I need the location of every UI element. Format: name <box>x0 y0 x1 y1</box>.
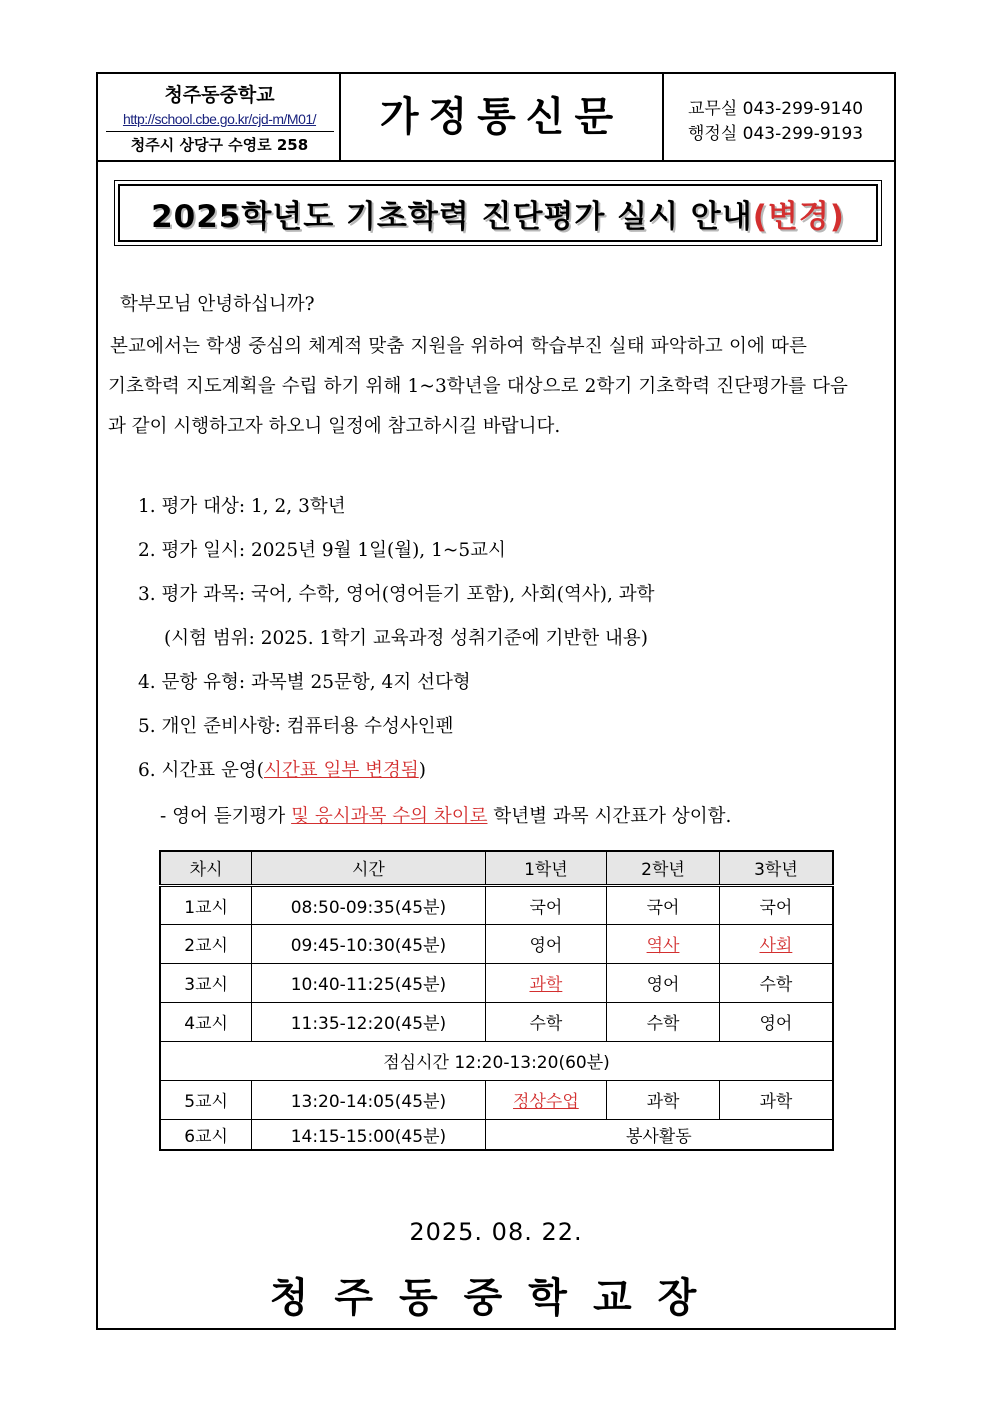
subject-cell: 수학 <box>607 1002 720 1041</box>
header-cell: 3학년 <box>719 851 833 885</box>
item-question-type: 4. 문항 유형: 과목별 25문항, 4지 선다형 <box>138 672 471 693</box>
divider <box>106 131 334 132</box>
contact-office1: 교무실 043-299-9140 <box>688 99 864 119</box>
contact-office2: 행정실 043-299-9193 <box>688 124 864 144</box>
subject-cell: 영어 <box>485 924 607 963</box>
subject-cell: 수학 <box>485 1002 607 1041</box>
subject-cell-changed: 정상수업 <box>485 1080 607 1119</box>
subject-cell: 국어 <box>485 885 607 924</box>
period-cell: 2교시 <box>160 924 252 963</box>
period-cell: 6교시 <box>160 1119 252 1150</box>
timetable-suffix: ) <box>418 760 426 781</box>
header-cell: 2학년 <box>607 851 720 885</box>
item-subjects: 3. 평가 과목: 국어, 수학, 영어(영어듣기 포함), 사회(역사), 과학 <box>138 584 655 605</box>
notice-title-main: 2025학년도 기초학력 진단평가 실시 안내 <box>151 198 753 235</box>
subject-cell: 영어 <box>719 1002 833 1041</box>
subject-cell: 과학 <box>719 1080 833 1119</box>
intro-line-3: 과 같이 시행하고자 하오니 일정에 참고하시길 바랍니다. <box>108 416 561 437</box>
table-header-row <box>160 851 833 885</box>
subject-cell-changed: 과학 <box>485 963 607 1002</box>
issue-date: 2025. 08. 22. <box>409 1218 583 1246</box>
period-cell: 1교시 <box>160 885 252 924</box>
greeting: 학부모님 안녕하십니까? <box>120 294 315 315</box>
subject-cell: 과학 <box>607 1080 720 1119</box>
item-preparation: 5. 개인 준비사항: 컴퓨터용 수성사인펜 <box>138 716 454 737</box>
subject-cell-changed: 사회 <box>719 924 833 963</box>
time-cell: 14:15-15:00(45분) <box>252 1119 485 1150</box>
school-url-link[interactable]: http://school.cbe.go.kr/cjd-m/M01/ <box>122 111 317 127</box>
school-name: 청주동중학교 <box>164 84 275 106</box>
notice-title-box <box>114 180 882 246</box>
item-timetable <box>138 756 426 782</box>
note-highlight: 및 응시과목 수의 차이로 <box>291 806 488 827</box>
time-cell: 10:40-11:25(45분) <box>252 963 485 1002</box>
lunch-cell: 점심시간 12:20-13:20(60분) <box>160 1041 833 1080</box>
table-row <box>160 963 833 1002</box>
schedule-table <box>159 850 834 1151</box>
school-address: 청주시 상당구 수영로 258 <box>130 136 309 154</box>
period-cell: 5교시 <box>160 1080 252 1119</box>
header-cell: 1학년 <box>485 851 607 885</box>
timetable-changed: 시간표 일부 변경됨 <box>264 760 419 781</box>
time-cell: 08:50-09:35(45분) <box>252 885 485 924</box>
table-row <box>160 885 833 924</box>
subject-cell: 영어 <box>607 963 720 1002</box>
item-scope: (시험 범위: 2025. 1학기 교육과정 성취기준에 기반한 내용) <box>164 628 648 649</box>
newsletter-title: 가정통신문 <box>341 74 664 160</box>
note-prefix: - 영어 듣기평가 <box>160 806 292 827</box>
subject-cell: 국어 <box>719 885 833 924</box>
activity-cell: 봉사활동 <box>485 1119 833 1150</box>
subject-cell-changed: 역사 <box>607 924 720 963</box>
notice-title <box>118 184 878 242</box>
time-cell: 13:20-14:05(45분) <box>252 1080 485 1119</box>
lunch-row <box>160 1041 833 1080</box>
principal-signature: 청주동중학교장 <box>269 1274 723 1321</box>
notice-title-changed: (변경) <box>752 198 845 235</box>
subject-cell: 국어 <box>607 885 720 924</box>
time-cell: 09:45-10:30(45분) <box>252 924 485 963</box>
header-cell: 차시 <box>160 851 252 885</box>
subject-cell: 수학 <box>719 963 833 1002</box>
period-cell: 3교시 <box>160 963 252 1002</box>
table-row <box>160 1119 833 1150</box>
time-cell: 11:35-12:20(45분) <box>252 1002 485 1041</box>
item-date: 2. 평가 일시: 2025년 9월 1일(월), 1~5교시 <box>138 540 506 561</box>
item-target: 1. 평가 대상: 1, 2, 3학년 <box>138 496 346 517</box>
intro-line-1: 본교에서는 학생 중심의 체계적 맞춤 지원을 위하여 학습부진 실태 파악하고 이에 따른 <box>110 336 808 357</box>
timetable-prefix: 6. 시간표 운영( <box>138 760 264 781</box>
header <box>98 74 894 162</box>
header-cell: 시간 <box>252 851 485 885</box>
table-row <box>160 1080 833 1119</box>
table-row <box>160 924 833 963</box>
period-cell: 4교시 <box>160 1002 252 1041</box>
timetable-note <box>160 802 731 828</box>
school-info <box>98 74 341 160</box>
intro-line-2: 기초학력 지도계획을 수립 하기 위해 1~3학년을 대상으로 2학기 기초학력 진단평가를 다음 <box>108 376 849 397</box>
table-row <box>160 1002 833 1041</box>
note-suffix: 학년별 과목 시간표가 상이함. <box>487 806 732 827</box>
newsletter-page <box>96 72 896 1330</box>
contact-info <box>664 74 894 160</box>
